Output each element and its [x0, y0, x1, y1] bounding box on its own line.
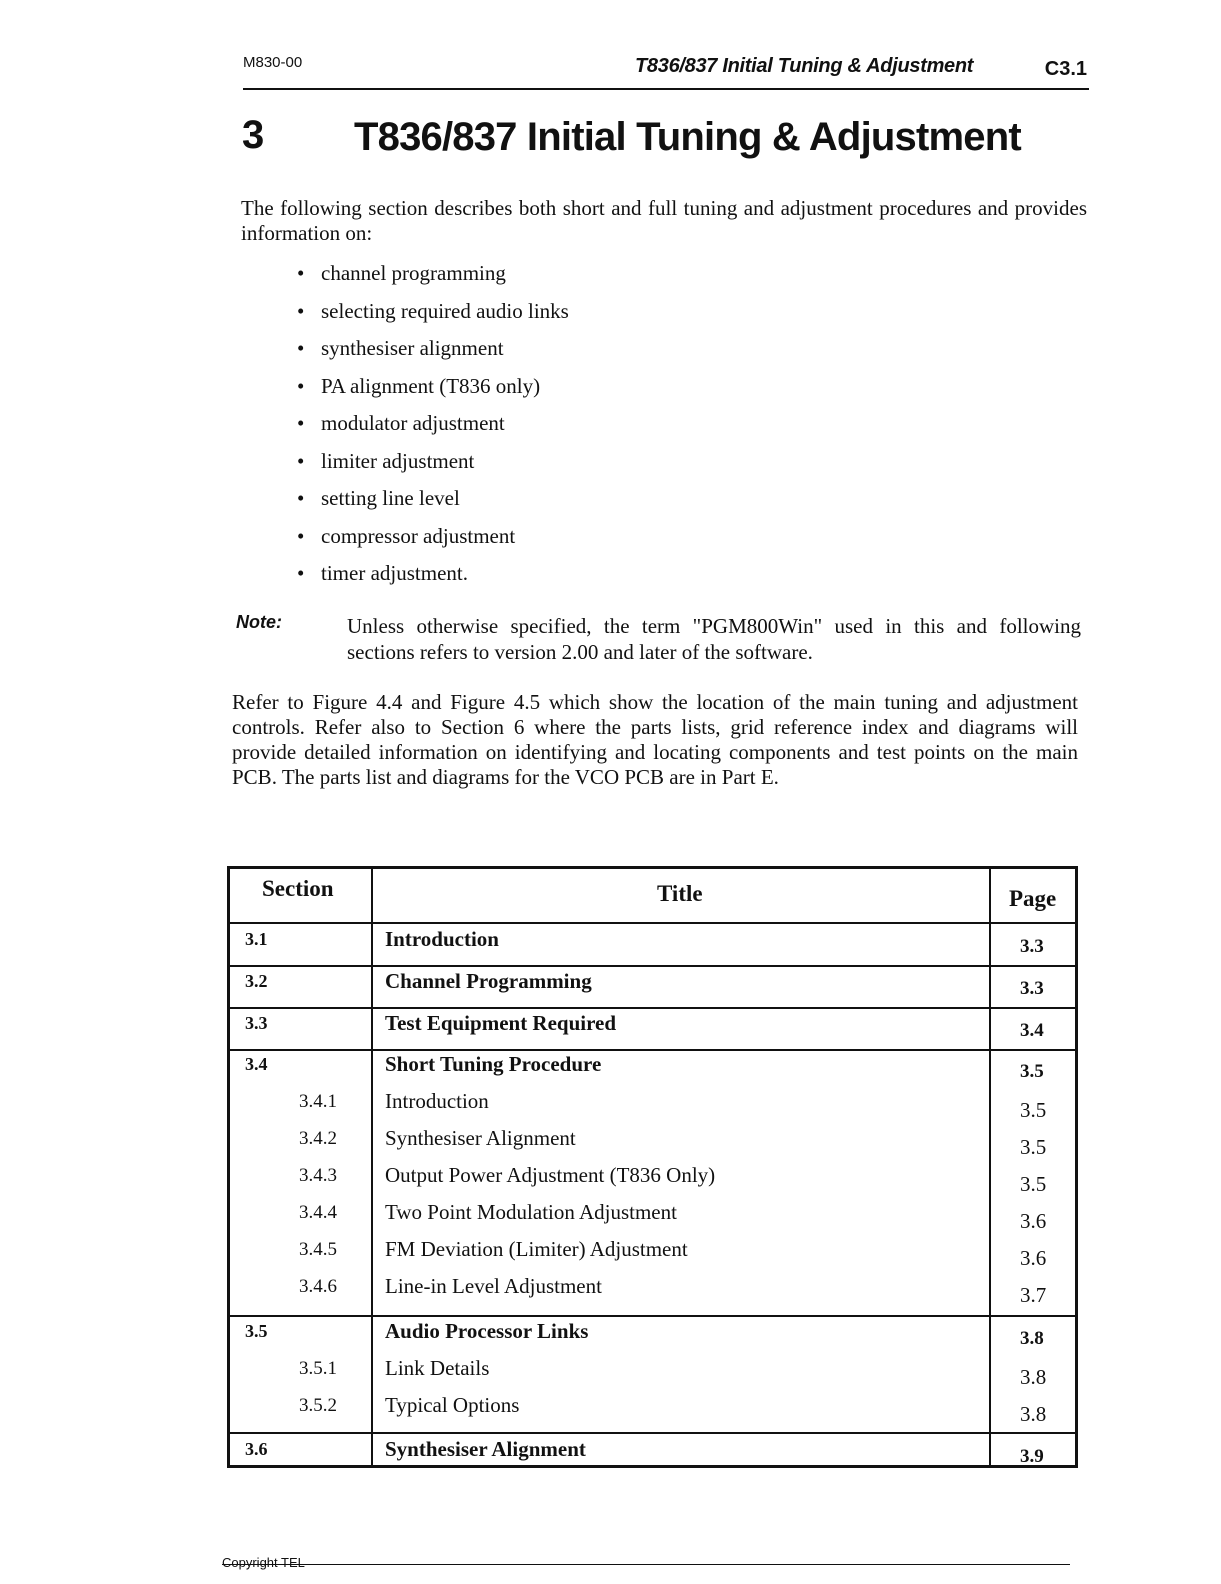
contents-table: [227, 866, 1078, 1468]
page-ref: 3.5: [1020, 1061, 1044, 1082]
page-ref: 3.9: [1020, 1446, 1044, 1467]
section-title: Short Tuning Procedure: [385, 1052, 602, 1076]
section-title: Introduction: [385, 1089, 489, 1113]
table-row: [230, 1052, 1075, 1089]
list-item: [297, 446, 569, 484]
table-rule: [230, 1007, 1075, 1009]
chapter-number: 3: [242, 113, 265, 157]
list-item-text: limiter adjustment: [321, 448, 475, 473]
reference-paragraph: Refer to Figure 4.4 and Figure 4.5 which show the location of the main tuning and adjustment controls. Refer also to Section 6 where the parts lists, grid reference index and diagrams will provide detailed information on identifying and locating components and test points on the main PCB. The parts list and diagrams for the VCO PCB are in Part E.: [232, 690, 1078, 789]
section-number: 3.4.5: [299, 1239, 337, 1260]
page-ref: 3.5: [1020, 1098, 1047, 1122]
page-number: C3.1: [1044, 58, 1087, 80]
section-number: 3.4.3: [299, 1165, 337, 1186]
section-title: FM Deviation (Limiter) Adjustment: [385, 1237, 688, 1261]
section-number: 3.6: [245, 1439, 268, 1459]
note-label: Note:: [236, 612, 282, 632]
section-number: 3.4.1: [299, 1091, 337, 1112]
page-ref: 3.8: [1020, 1328, 1044, 1349]
section-number: 3.2: [245, 971, 268, 991]
table-row: [230, 927, 1075, 964]
table-row: [230, 1319, 1075, 1356]
bullet-icon: •: [297, 411, 305, 435]
table-row: [230, 1089, 1075, 1126]
section-title: Line-in Level Adjustment: [385, 1274, 602, 1298]
bullet-icon: •: [297, 261, 305, 285]
page-ref: 3.8: [1020, 1365, 1047, 1389]
bullet-icon: •: [297, 373, 305, 398]
list-item-text: PA alignment (T836 only): [321, 373, 541, 398]
section-title: Link Details: [385, 1356, 490, 1380]
list-item: [297, 371, 569, 409]
chapter-title: T836/837 Initial Tuning & Adjustment: [354, 115, 1021, 159]
table-header-rule: [230, 922, 1075, 924]
table-row: [230, 1126, 1075, 1163]
table-row: [230, 1200, 1075, 1237]
table-row: [230, 1356, 1075, 1393]
section-number: 3.5: [245, 1321, 268, 1341]
bullet-icon: •: [297, 448, 305, 473]
table-rule: [230, 1315, 1075, 1317]
section-number: 3.4.6: [299, 1276, 337, 1297]
page-ref: 3.3: [1020, 978, 1044, 999]
page-ref: 3.6: [1020, 1209, 1047, 1233]
list-item: [297, 408, 569, 446]
page-ref: 3.4: [1020, 1020, 1044, 1041]
section-title: Output Power Adjustment (T836 Only): [385, 1163, 716, 1187]
page-ref: 3.7: [1020, 1283, 1047, 1307]
section-title: Test Equipment Required: [385, 1011, 617, 1035]
list-item-text: synthesiser alignment: [321, 336, 504, 360]
table-rule: [230, 1049, 1075, 1051]
page-ref: 3.5: [1020, 1172, 1047, 1196]
bullet-icon: •: [297, 486, 305, 510]
section-title: Synthesiser Alignment: [385, 1437, 586, 1461]
section-number: 3.5.2: [299, 1395, 337, 1416]
list-item-text: compressor adjustment: [321, 523, 516, 548]
bullet-icon: •: [297, 298, 305, 323]
list-item: [297, 558, 569, 596]
table-row: [230, 1163, 1075, 1200]
section-number: 3.4.2: [299, 1128, 337, 1149]
column-header-title: Title: [657, 881, 703, 906]
section-title: Synthesiser Alignment: [385, 1126, 576, 1150]
list-item: [297, 258, 569, 296]
table-rule: [230, 965, 1075, 967]
table-rule: [230, 1432, 1075, 1434]
table-row: [230, 1393, 1075, 1430]
section-number: 3.4.4: [299, 1202, 337, 1223]
section-title: Introduction: [385, 927, 499, 951]
intro-paragraph: The following section describes both short and full tuning and adjustment procedures and provides information on:: [241, 196, 1087, 245]
page-ref: 3.5: [1020, 1135, 1047, 1159]
column-header-section: Section: [262, 876, 334, 901]
list-item: [297, 521, 569, 559]
list-item-text: channel programming: [321, 261, 506, 285]
section-title: Channel Programming: [385, 969, 592, 993]
list-item: [297, 483, 569, 521]
running-title: T836/837 Initial Tuning & Adjustment: [635, 55, 974, 77]
section-number: 3.4: [245, 1054, 268, 1074]
section-number: 3.1: [245, 929, 268, 949]
list-item-text: modulator adjustment: [321, 411, 505, 435]
bullet-icon: •: [297, 561, 305, 585]
page-ref: 3.6: [1020, 1246, 1047, 1270]
list-item-text: selecting required audio links: [321, 298, 569, 323]
page-ref: 3.3: [1020, 936, 1044, 957]
document-code: M830-00: [243, 54, 303, 71]
list-item: [297, 333, 569, 371]
bullet-icon: •: [297, 523, 305, 548]
list-item: [297, 296, 569, 334]
table-row: [230, 1274, 1075, 1311]
section-number: 3.5.1: [299, 1358, 337, 1379]
bullet-icon: •: [297, 336, 305, 360]
section-number: 3.3: [245, 1013, 268, 1033]
table-row: [230, 1237, 1075, 1274]
section-title: Audio Processor Links: [385, 1319, 589, 1343]
page-footer: [222, 1555, 1070, 1570]
page-ref: 3.8: [1020, 1402, 1047, 1426]
list-item-text: timer adjustment.: [321, 561, 468, 585]
section-title: Typical Options: [385, 1393, 520, 1417]
topic-list: [297, 258, 569, 596]
column-header-page: Page: [1009, 886, 1057, 911]
section-title: Two Point Modulation Adjustment: [385, 1200, 677, 1224]
copyright-notice: Copyright TEL: [222, 1555, 305, 1570]
table-row: [230, 969, 1075, 1006]
table-row: [230, 1437, 1075, 1474]
note-text: Unless otherwise specified, the term "PGM800Win" used in this and following sections refers to version 2.00 and later of the software.: [347, 614, 1081, 664]
list-item-text: setting line level: [321, 486, 460, 510]
table-row: [230, 1011, 1075, 1048]
page-header: [243, 48, 1089, 90]
